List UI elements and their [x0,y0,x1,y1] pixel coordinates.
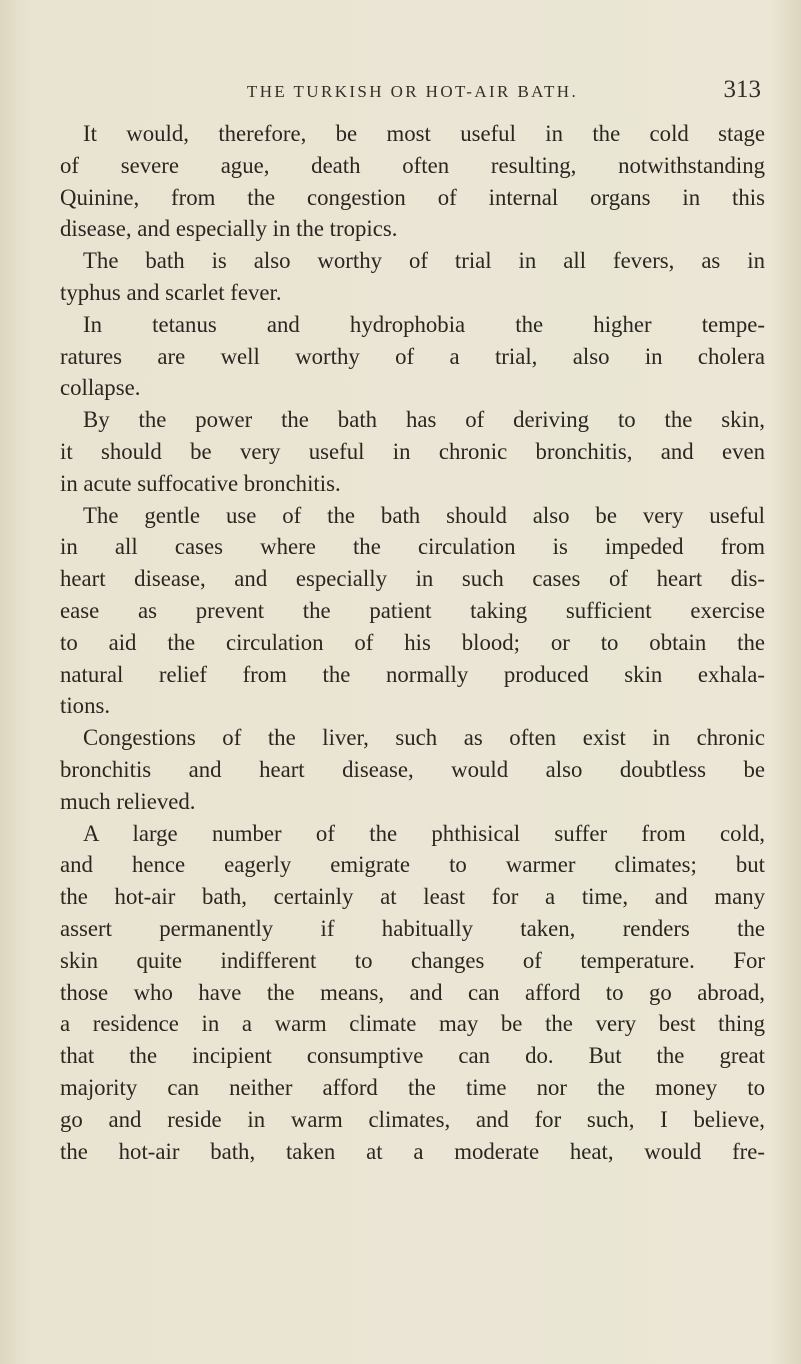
text-line: the hot-air bath, taken at a moderate heat, would fre- [60,1138,765,1164]
text-line: it should be very useful in chronic bronchitis, and even [60,438,765,464]
text-line: those who have the means, and can afford to go abroad, [60,979,765,1005]
text-line: Congestions of the liver, such as often exist in chronic [83,725,765,751]
text-line: tions. [60,693,111,719]
running-title: THE TURKISH OR HOT-AIR BATH. [246,82,579,101]
text-line: go and reside in warm climates, and for such, I believe, [60,1106,765,1132]
text-line: natural relief from the normally produced skin exhala- [60,661,765,687]
text-line: heart disease, and especially in such cases of heart dis- [60,566,765,592]
text-line: The bath is also worthy of trial in all fevers, as in [83,248,765,274]
text-line: A large number of the phthisical suffer from cold, [83,820,765,846]
text-line: It would, therefore, be most useful in the cold stage [83,121,765,146]
text-line: By the power the bath has of deriving to the skin, [83,407,765,433]
text-line: much relieved. [60,788,196,814]
text-line: collapse. [60,375,141,401]
text-line: in acute suffocative bronchitis. [60,470,341,496]
text-line: bronchitis and heart disease, would also doubtless be [60,756,765,782]
text-line: typhus and scarlet fever. [60,279,282,305]
text-line: majority can neither afford the time nor the money to [60,1074,765,1100]
text-line: skin quite indifferent to changes of temperature. For [60,947,765,973]
text-line: a residence in a warm climate may be the very best thing [60,1011,765,1037]
text-line: In tetanus and hydrophobia the higher tempe- [83,311,765,337]
text-line: of severe ague, death often resulting, notwithstanding [60,152,765,178]
text-line: in all cases where the circulation is impeded from [60,534,765,560]
text-line: to aid the circulation of his blood; or to obtain the [60,629,765,655]
text-line: that the incipient consumptive can do. But the great [60,1043,765,1069]
text-line: and hence eagerly emigrate to warmer climates; but [60,852,765,878]
text-line: the hot-air bath, certainly at least for a time, and many [60,884,765,910]
text-line: The gentle use of the bath should also be very useful [83,502,765,528]
body-text [60,118,765,1167]
text-line: assert permanently if habitually taken, renders the [60,915,765,941]
text-line: Quinine, from the congestion of internal organs in this [60,184,765,210]
text-line: ratures are well worthy of a trial, also in cholera [60,343,765,369]
running-head [60,74,765,110]
page-number: 313 [723,76,761,103]
text-line: disease, and especially in the tropics. [60,216,398,242]
text-line: ease as prevent the patient taking sufficient exercise [60,597,765,623]
